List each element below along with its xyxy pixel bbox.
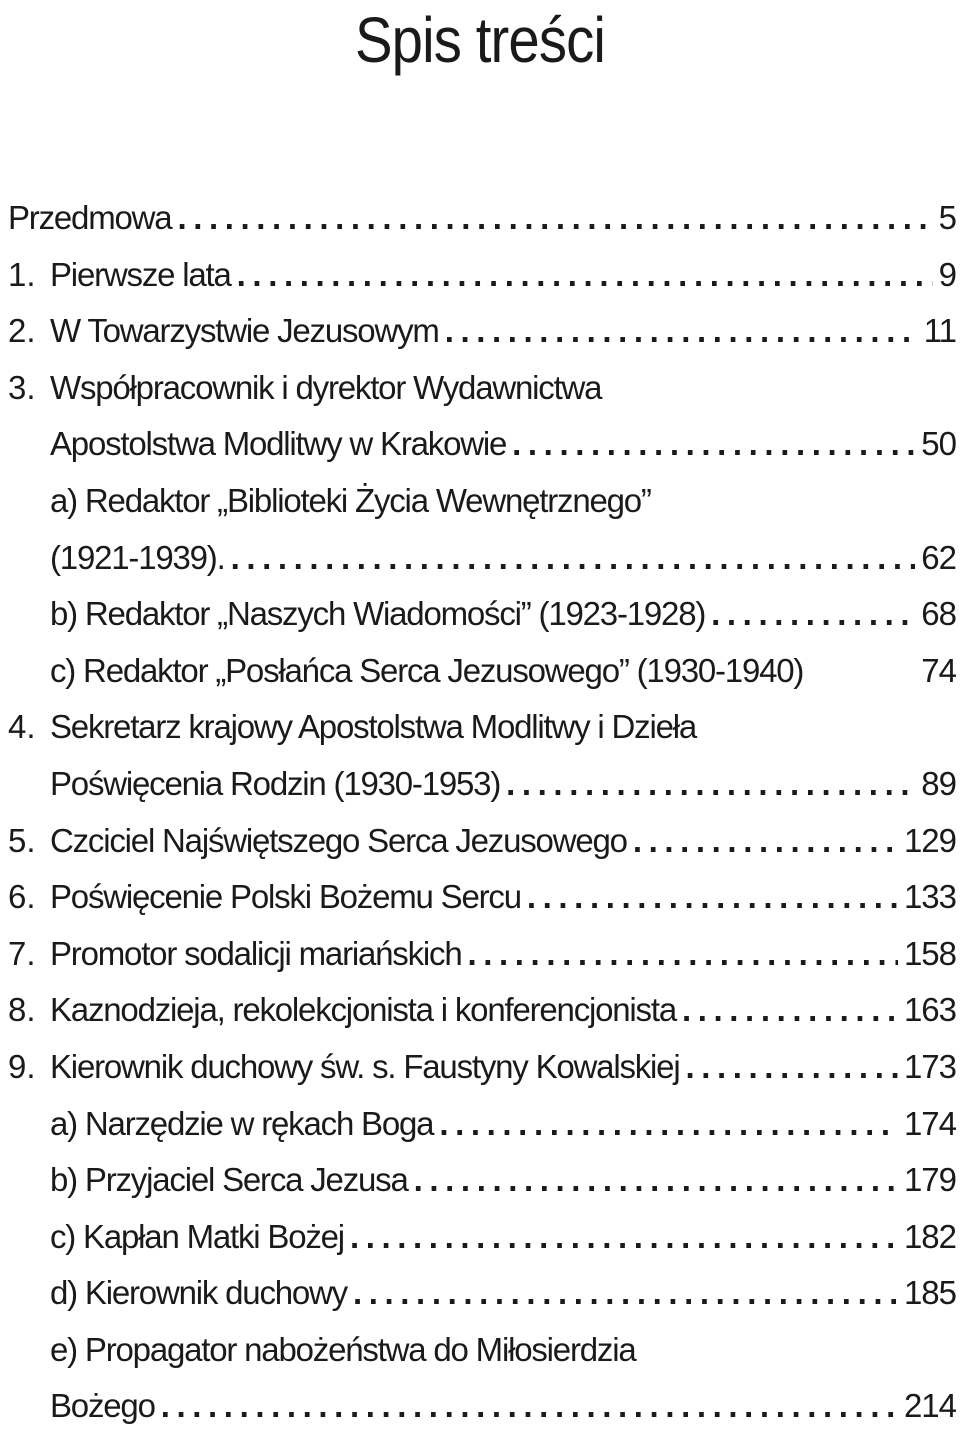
toc-entry-chapter-3[interactable] <box>8 360 956 417</box>
dot-leader <box>237 247 933 304</box>
toc-entry-label: Poświęcenie Polski Bożemu Sercu <box>50 878 521 916</box>
toc-entry-chapter-5[interactable] <box>8 813 956 870</box>
dot-leader <box>685 1039 897 1096</box>
toc-entry-3a[interactable] <box>8 473 956 530</box>
toc-entry-label: Czciciel Najświętszego Serca Jezusowego <box>50 821 627 859</box>
toc-entry-label: d) Kierownik duchowy <box>50 1274 347 1312</box>
dot-leader <box>353 1265 898 1322</box>
toc-entry-3b[interactable] <box>8 586 956 643</box>
toc-entry-page: 9 <box>938 255 956 293</box>
toc-entry-chapter-1[interactable] <box>8 247 956 304</box>
dot-leader <box>177 190 932 247</box>
dot-leader <box>161 1378 898 1435</box>
toc-entry-page: 133 <box>903 878 956 916</box>
toc-entry-page: 5 <box>938 199 956 236</box>
toc-entry-chapter-6[interactable] <box>8 869 956 926</box>
toc-entry-chapter-2[interactable] <box>8 303 956 360</box>
toc-entry-page: 214 <box>903 1387 956 1425</box>
toc-entry-number: 4. <box>8 708 36 746</box>
toc-entry-page: 174 <box>903 1104 956 1142</box>
toc-entry-label: Sekretarz krajowy Apostolstwa Modlitwy i Dzieła <box>50 708 697 746</box>
toc-entry-9d[interactable] <box>8 1265 956 1322</box>
dot-leader <box>512 416 915 473</box>
dot-leader <box>445 303 918 360</box>
toc-entry-label: Kierownik duchowy św. s. Faustyny Kowalskiej <box>50 1047 680 1085</box>
toc-entry-chapter-3-continued[interactable] <box>8 416 956 473</box>
toc-entry-number: 7. <box>8 934 36 972</box>
toc-entry-label: W Towarzystwie Jezusowym <box>50 312 439 350</box>
toc-entry-chapter-4[interactable] <box>8 699 956 756</box>
toc-entry-page: 11 <box>923 312 956 350</box>
toc-entry-label: Przedmowa <box>8 199 172 236</box>
toc-entry-label: e) Propagator nabożeństwa do Miłosierdzia <box>50 1330 636 1368</box>
toc-entry-label: Poświęcenia Rodzin (1930-1953) <box>50 764 501 802</box>
dot-leader <box>414 1152 898 1209</box>
toc-entry-number: 6. <box>8 878 36 916</box>
toc-entry-page: 179 <box>903 1161 956 1199</box>
toc-entry-number: 3. <box>8 368 36 406</box>
toc-entry-label: c) Redaktor „Posłańca Serca Jezusowego” (1930-1940) <box>50 651 804 689</box>
toc-entry-chapter-9[interactable] <box>8 1039 956 1096</box>
toc-entry-label: Współpracownik i dyrektor Wydawnictwa <box>50 368 602 406</box>
toc-entry-chapter-7[interactable] <box>8 926 956 983</box>
toc-entry-3c[interactable] <box>8 643 956 700</box>
toc-entry-page: 62 <box>921 538 956 576</box>
toc-entry-page: 163 <box>903 991 956 1029</box>
toc-entry-number: 8. <box>8 991 36 1029</box>
dot-leader <box>231 530 916 587</box>
toc-entry-preface[interactable] <box>8 190 956 247</box>
toc-entry-label: Pierwsze lata <box>50 255 231 293</box>
toc-entry-chapter-4-continued[interactable] <box>8 756 956 813</box>
page-title: Spis treści <box>354 4 606 76</box>
toc-entry-page: 50 <box>921 425 956 463</box>
toc-entry-label: a) Narzędzie w rękach Boga <box>50 1104 434 1142</box>
dot-leader <box>633 813 898 870</box>
toc-entry-9a[interactable] <box>8 1096 956 1153</box>
toc-entry-page: 173 <box>903 1047 956 1085</box>
toc-entry-label: a) Redaktor „Biblioteki Życia Wewnętrznego” <box>50 481 651 519</box>
dot-leader <box>350 1209 898 1266</box>
toc-entry-page: 185 <box>903 1274 956 1312</box>
dot-leader <box>682 982 898 1039</box>
toc-entry-page: 158 <box>903 934 956 972</box>
toc-entry-3a-continued[interactable] <box>8 530 956 587</box>
toc-entry-label: b) Redaktor „Naszych Wiadomości” (1923-1928) <box>50 595 706 633</box>
toc-entry-label: c) Kapłan Matki Bożej <box>50 1217 344 1255</box>
toc-entry-label: (1921-1939). <box>50 538 225 576</box>
toc-entry-9c[interactable] <box>8 1209 956 1266</box>
toc-entry-label: Kaznodzieja, rekolekcjonista i konferencjonista <box>50 991 676 1029</box>
toc-entry-number: 5. <box>8 821 36 859</box>
toc-entry-page: 89 <box>921 764 956 802</box>
dot-leader <box>467 926 897 983</box>
toc-entry-label: Apostolstwa Modlitwy w Krakowie <box>50 425 507 463</box>
toc-entry-page: 129 <box>903 821 956 859</box>
dot-leader <box>527 869 898 926</box>
dot-leader <box>711 586 915 643</box>
toc-entry-number: 2. <box>8 312 36 350</box>
toc-entry-9e[interactable] <box>8 1322 956 1379</box>
dot-leader <box>506 756 915 813</box>
toc-entry-number: 9. <box>8 1047 36 1085</box>
toc-entry-label: Bożego <box>50 1387 155 1425</box>
toc-entry-label: Promotor sodalicji mariańskich <box>50 934 462 972</box>
toc-entry-9b[interactable] <box>8 1152 956 1209</box>
toc-entry-number: 1. <box>8 255 36 293</box>
toc-entry-page: 74 <box>921 651 956 689</box>
dot-leader <box>439 1096 898 1153</box>
table-of-contents <box>8 190 956 1435</box>
toc-entry-page: 182 <box>903 1217 956 1255</box>
toc-entry-page: 68 <box>921 595 956 633</box>
toc-entry-9e-continued[interactable] <box>8 1378 956 1435</box>
toc-entry-label: b) Przyjaciel Serca Jezusa <box>50 1161 408 1199</box>
toc-entry-chapter-8[interactable] <box>8 982 956 1039</box>
